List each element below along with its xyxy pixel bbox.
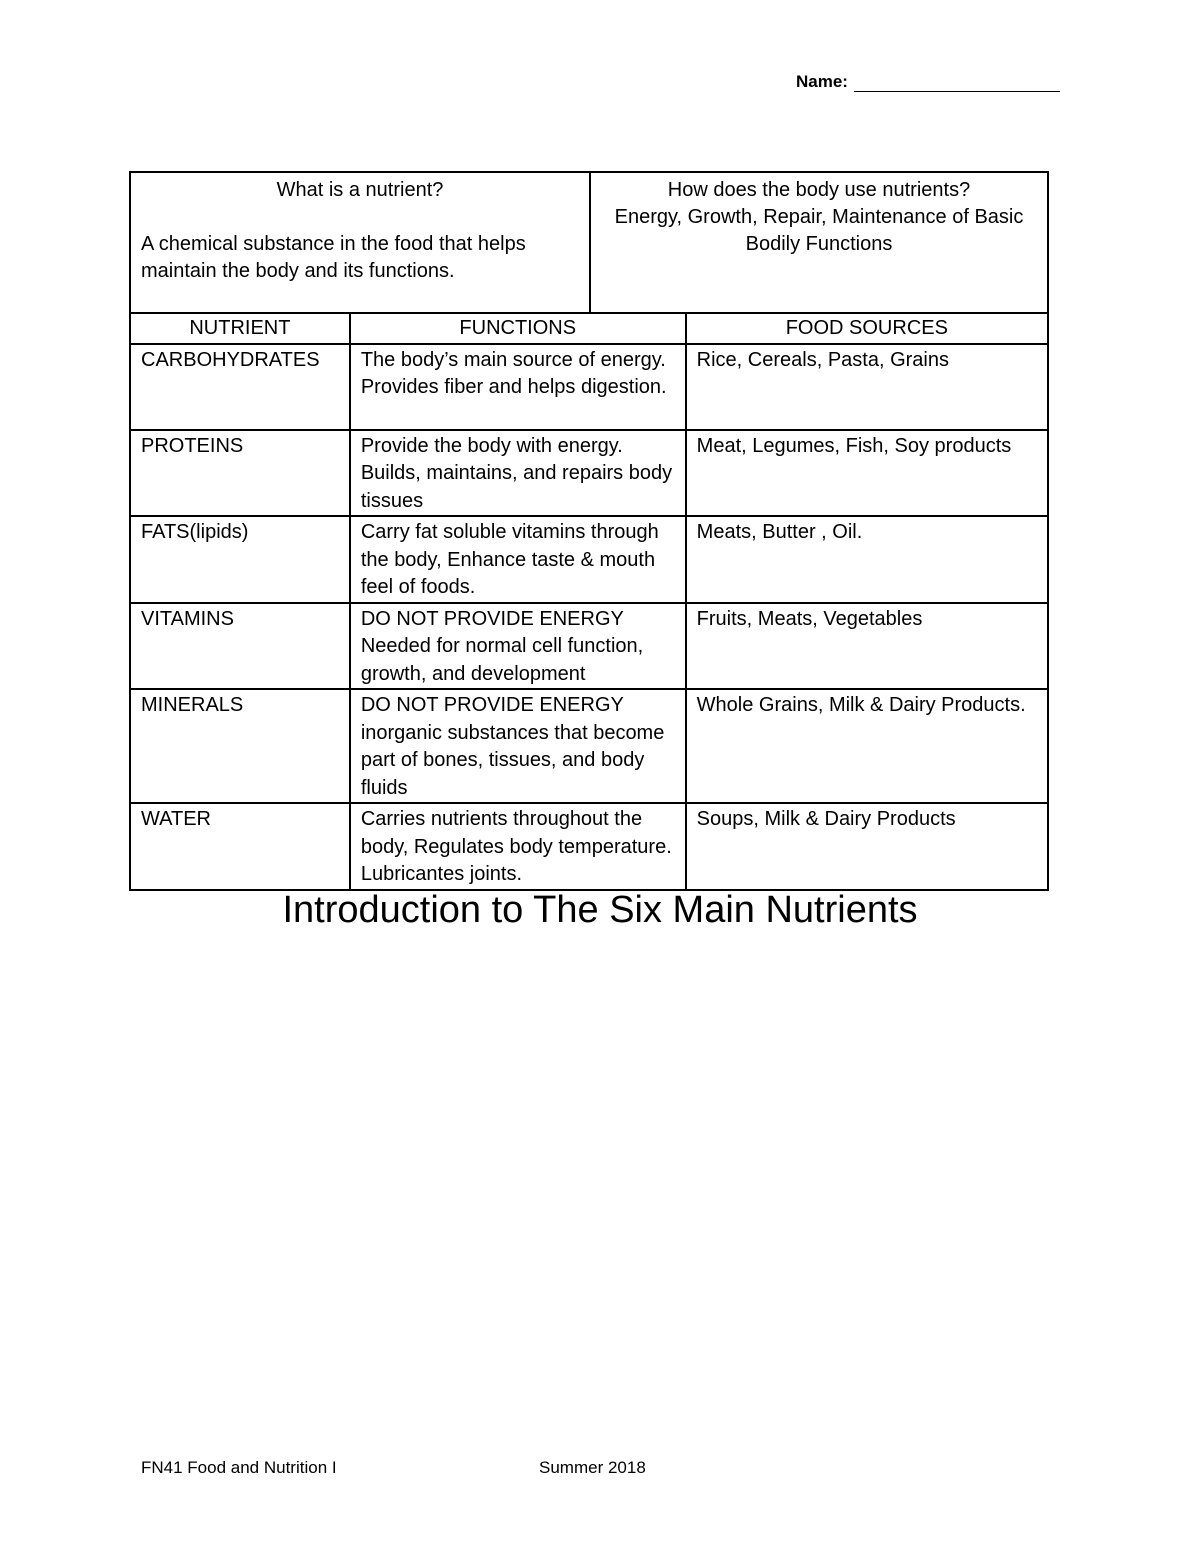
nutrient-question: What is a nutrient? xyxy=(276,179,444,201)
sources-cell: Meat, Legumes, Fish, Soy products xyxy=(686,430,1048,517)
functions-line: DO NOT PROVIDE ENERGY xyxy=(360,607,624,630)
intro-right-cell xyxy=(591,173,1047,312)
functions-line: inorganic substances that become part of bones, tissues, and body fluids xyxy=(360,721,665,799)
nutrient-cell: MINERALS xyxy=(130,689,350,803)
sources-cell: Soups, Milk & Dairy Products xyxy=(686,803,1048,890)
functions-line: Carries nutrients throughout the body, Regulates body temperature. Lubricantes joints. xyxy=(360,808,672,885)
footer-course: FN41 Food and Nutrition I xyxy=(141,1458,337,1477)
intro-left-cell xyxy=(131,173,591,312)
sources-cell: Rice, Cereals, Pasta, Grains xyxy=(686,344,1048,430)
functions-line: The body’s main source of energy. Provides fiber and helps digestion. xyxy=(360,348,667,398)
header-food-sources: FOOD SOURCES xyxy=(686,313,1048,344)
table-row xyxy=(130,430,1048,517)
table-row xyxy=(130,603,1048,690)
table-row xyxy=(130,344,1048,430)
name-blank-line[interactable] xyxy=(854,73,1060,92)
header-functions: FUNCTIONS xyxy=(350,313,686,344)
nutrient-definition: A chemical substance in the food that helps maintain the body and its functions. xyxy=(141,233,526,282)
header-nutrient: NUTRIENT xyxy=(130,313,350,344)
functions-cell xyxy=(350,689,686,803)
name-label: Name: xyxy=(796,72,848,91)
footer-term: Summer 2018 xyxy=(539,1458,646,1477)
page-title: Introduction to The Six Main Nutrients xyxy=(282,889,918,931)
table-row xyxy=(130,803,1048,890)
functions-cell xyxy=(350,803,686,890)
nutrient-cell: WATER xyxy=(130,803,350,890)
functions-cell xyxy=(350,603,686,690)
name-field xyxy=(796,72,1060,92)
functions-line: Needed for normal cell function, growth, and development xyxy=(360,635,644,685)
functions-line: Provide the body with energy. Builds, maintains, and repairs body tissues xyxy=(360,434,673,512)
functions-line: DO NOT PROVIDE ENERGY xyxy=(360,694,624,716)
table-row xyxy=(130,516,1048,603)
sources-cell: Fruits, Meats, Vegetables xyxy=(686,603,1048,690)
nutrient-cell: PROTEINS xyxy=(130,430,350,517)
sources-cell: Whole Grains, Milk & Dairy Products. xyxy=(686,689,1048,803)
usage-answer: Energy, Growth, Repair, Maintenance of Basic Bodily Functions xyxy=(614,206,1024,255)
table-header-row xyxy=(130,313,1048,344)
nutrients-table xyxy=(129,312,1049,891)
intro-box xyxy=(129,171,1049,312)
functions-cell xyxy=(350,344,686,430)
functions-cell xyxy=(350,430,686,517)
nutrient-cell: VITAMINS xyxy=(130,603,350,690)
functions-line: Carry fat soluble vitamins through the body, Enhance taste & mouth feel of foods. xyxy=(360,521,659,598)
table-row xyxy=(130,689,1048,803)
nutrient-cell: FATS(lipids) xyxy=(130,516,350,603)
functions-cell xyxy=(350,516,686,603)
sources-cell: Meats, Butter , Oil. xyxy=(686,516,1048,603)
usage-question: How does the body use nutrients? xyxy=(667,179,971,201)
nutrient-cell: CARBOHYDRATES xyxy=(130,344,350,430)
